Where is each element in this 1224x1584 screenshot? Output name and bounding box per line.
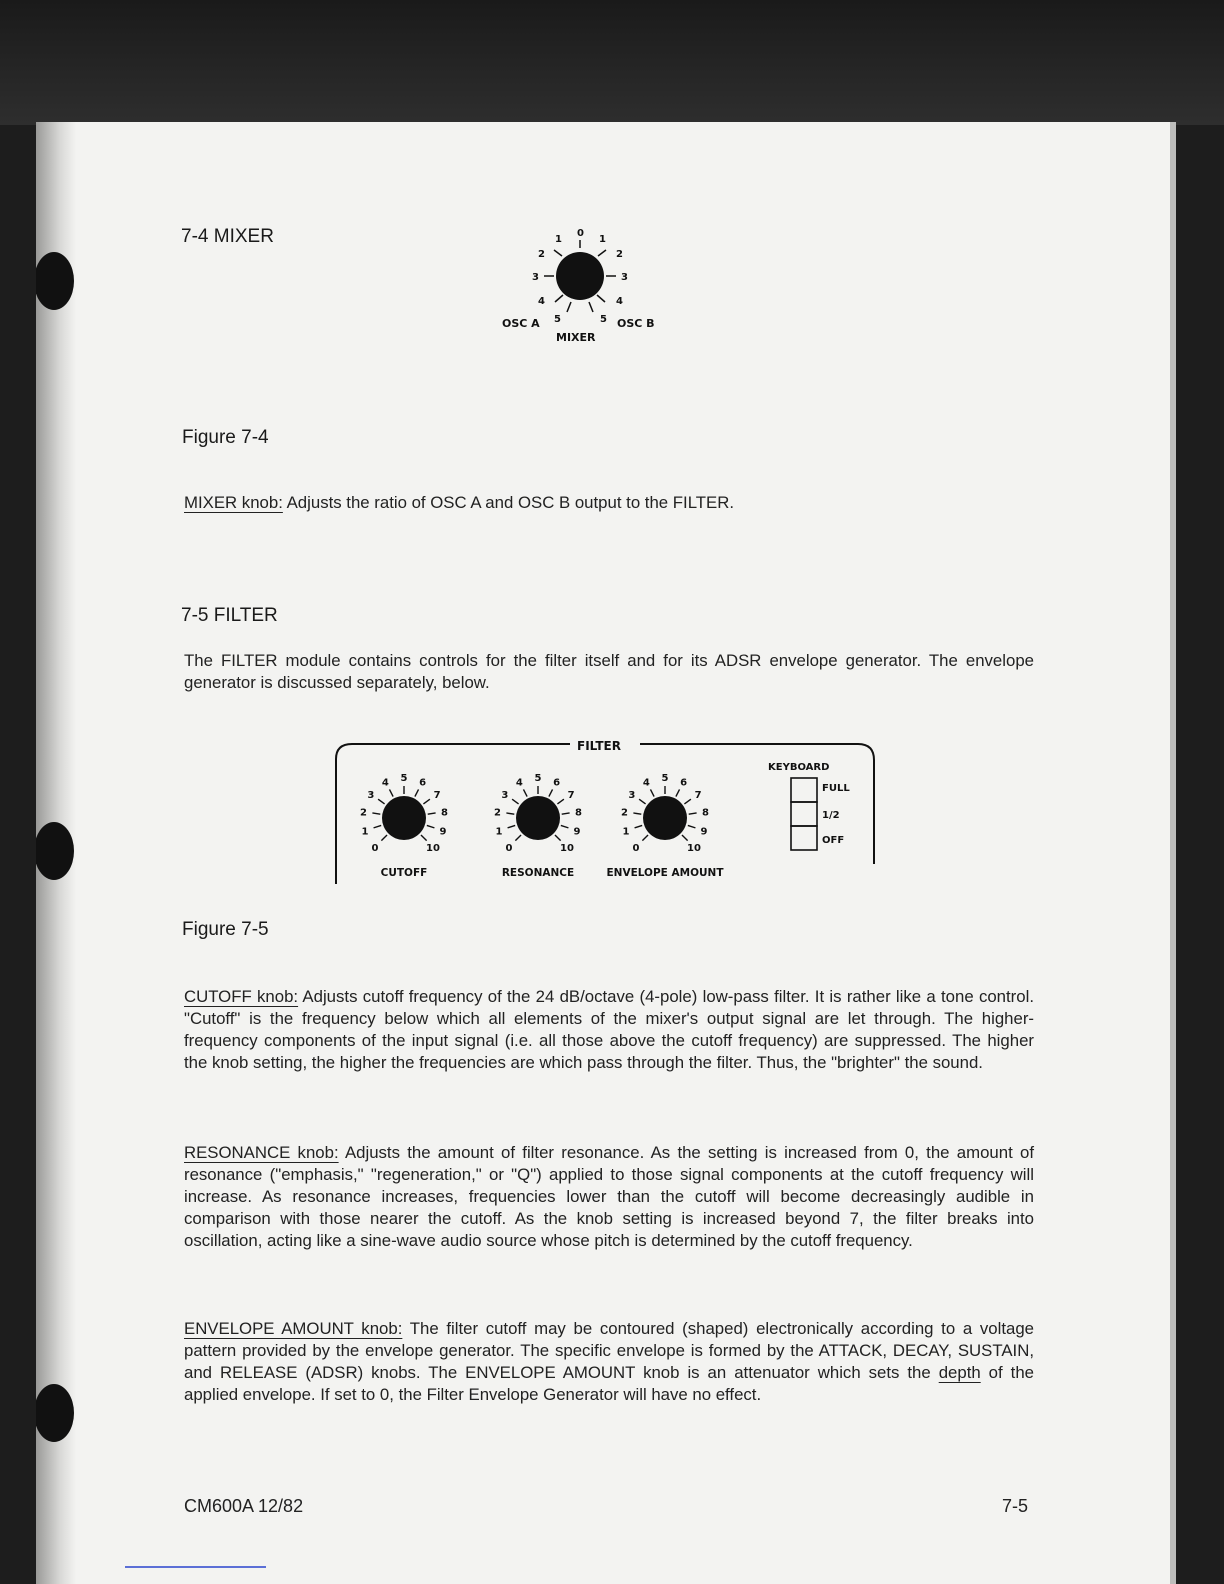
filter-knob-scale-label: 7 [567,789,575,801]
mixer-heading: 7-4 MIXER [181,226,274,247]
filter-knob-tick [506,813,514,814]
filter-heading: 7-5 FILTER [181,605,278,626]
envelope-amount-description [184,1318,1034,1406]
filter-knob-scale-label: 10 [560,842,574,854]
filter-knob-scale-label: 6 [680,777,688,789]
mixer-left-4: 4 [538,296,545,307]
filter-knob-scale-label: 6 [419,777,427,789]
filter-knob-tick [508,825,516,827]
filter-knob-tick [633,813,641,814]
filter-knob-scale-label: 0 [371,842,379,854]
filter-knob-scale-label: 10 [687,842,701,854]
filter-knob-scale-label: 1 [622,826,630,838]
footer-doc-id: CM600A 12/82 [184,1496,304,1516]
filter-knob-tick [415,789,419,796]
filter-knob-scale-label: 9 [573,826,581,838]
filter-knob-scale-label: 8 [702,807,709,819]
filter-knob-scale-label: 3 [367,789,375,801]
filter-knob-scale-label: 4 [381,777,389,789]
mixer-knob [556,252,604,300]
filter-knob-name: RESONANCE [501,867,575,879]
filter-knob-tick [378,799,384,804]
depth-word: depth [938,1363,981,1382]
filter-knob-scale-label: 1 [495,826,503,838]
mixer-left-1: 1 [555,234,562,245]
filter-knob-scale-label: 5 [661,773,669,784]
mixer-description [184,492,1034,514]
filter-panel-diagram [336,739,874,884]
filter-knob-tick [639,799,645,804]
filter-knob-tick [523,789,527,796]
envelope-amount-knob-term: ENVELOPE AMOUNT knob: [184,1319,403,1338]
footer-page-number: 7-5 [1002,1496,1029,1516]
mixer-name-label: MIXER [556,331,596,344]
mixer-right-2: 2 [616,249,623,260]
filter-knob-scale-label: 4 [515,777,523,789]
keyboard-option-half: 1/2 [822,810,840,821]
filter-knob-tick [682,835,688,841]
mixer-left-2: 2 [538,249,545,260]
filter-knob-tick [689,813,697,814]
mixer-right-1: 1 [599,234,606,245]
mixer-right-5: 5 [600,314,607,325]
filter-knob-scale-label: 2 [621,807,628,819]
keyboard-title: KEYBOARD [768,762,830,773]
filter-knob-tick [389,789,393,796]
scan-top-background [0,0,1224,125]
filter-knob-tick [374,825,382,827]
filter-panel-title: FILTER [577,739,621,753]
keyboard-switch-full [791,778,817,802]
mixer-top-mark: 0 [577,228,584,239]
filter-knob-tick [635,825,643,827]
filter-knob-scale-label: 5 [534,773,542,784]
filter-knob-name: ENVELOPE AMOUNT [606,867,724,879]
keyboard-option-full: FULL [822,783,850,794]
filter-knob-tick [557,799,563,804]
filter-knob-tick [684,799,690,804]
filter-knob-scale-label: 6 [553,777,561,789]
filter-intro: The FILTER module contains controls for the filter itself and for its ADSR envelope generator. The envelope generator is discussed separately, below. [184,651,1034,692]
filter-knob-scale-label: 3 [628,789,636,801]
mixer-osc-a-label: OSC A [502,317,540,330]
mixer-left-5: 5 [554,314,561,325]
filter-knob-tick [421,835,427,841]
filter-knob-tick [512,799,518,804]
filter-knob-scale-label: 8 [575,807,582,819]
filter-knob-tick [555,835,561,841]
manual-page [36,122,1176,1584]
filter-knob-tick [561,825,569,827]
mixer-osc-b-label: OSC B [617,317,655,330]
filter-knob-scale-label: 9 [700,826,708,838]
resonance-knob-term: RESONANCE knob: [184,1143,339,1162]
filter-knob-tick [650,789,654,796]
filter-knob-2 [643,796,687,840]
cutoff-description [184,986,1034,1074]
mixer-right-3: 3 [621,272,628,283]
filter-knob-scale-label: 9 [439,826,447,838]
filter-knob-scale-label: 5 [400,773,408,784]
filter-knob-tick [427,825,435,827]
filter-knob-scale-label: 10 [426,842,440,854]
filter-knob-scale-label: 1 [361,826,369,838]
resonance-knob-text: Adjusts the amount of filter resonance. As the setting is increased from 0, the amount of resonance ("emphasis," "regeneration," or "Q") applied to those signal components at the cutoff frequency will increase. As resonance increases, frequencies lower than the cutoff will become decreasingly audible in comparison with those nearer the cutoff. As the knob setting is increased beyond 7, the filter breaks into oscillation, acting like a sine-wave audio source whose pitch is determined by the cutoff frequency. [184,1143,1034,1250]
filter-knob-scale-label: 8 [441,807,448,819]
filter-knob-tick [562,813,570,814]
envelope-amount-text-a: The filter cutoff may be contoured (shaped) electronically according to a voltage pattern provided by the envelope generator. The specific envelope is formed by the ATTACK, DECAY, SUSTAIN, and RELEASE (ADSR) knobs. The ENVELOPE AMOUNT knob is an attenuator which sets the [184,1319,1034,1382]
resonance-description [184,1142,1034,1252]
mixer-knob-term: MIXER knob: [184,493,283,512]
filter-knob-tick [428,813,436,814]
keyboard-option-off: OFF [822,835,845,846]
figure-7-4-caption: Figure 7-4 [182,427,269,448]
filter-knob-tick [676,789,680,796]
filter-knob-scale-label: 2 [360,807,367,819]
filter-knob-tick [515,835,521,841]
filter-knob-scale-label: 7 [433,789,441,801]
filter-knob-0 [382,796,426,840]
filter-knob-scale-label: 0 [632,842,640,854]
mixer-knob-diagram [502,228,655,344]
mixer-knob-text: Adjusts the ratio of OSC A and OSC B output to the FILTER. [282,493,735,512]
filter-knob-scale-label: 0 [505,842,513,854]
filter-knob-scale-label: 2 [494,807,501,819]
filter-knob-name: CUTOFF [380,867,428,879]
filter-knob-tick [381,835,387,841]
keyboard-switch-half [791,802,817,826]
bottom-blue-mark [125,1566,266,1568]
filter-knob-tick [549,789,553,796]
mixer-right-4: 4 [616,296,623,307]
filter-knob-tick [372,813,380,814]
mixer-left-3: 3 [532,272,539,283]
cutoff-knob-term: CUTOFF knob: [184,987,299,1006]
filter-knob-scale-label: 3 [501,789,509,801]
figure-7-5-caption: Figure 7-5 [182,919,269,940]
filter-knob-tick [642,835,648,841]
filter-knob-scale-label: 4 [642,777,650,789]
filter-knob-tick [423,799,429,804]
filter-knob-scale-label: 7 [694,789,702,801]
cutoff-knob-text: Adjusts cutoff frequency of the 24 dB/octave (4-pole) low-pass filter. It is rather like a tone control. "Cutoff" is the frequency below which all elements of the mixer's output signal are let through. The higher-frequency components of the input signal (i.e. all those above the cutoff frequency) are suppressed. The higher the knob setting, the higher the frequencies are which pass through the filter. Thus, the "brighter" the sound. [184,987,1034,1072]
envelope-amount-text-b: of the applied envelope. If set to 0, the Filter Envelope Generator will have no effect. [184,1363,1034,1404]
filter-knob-tick [688,825,696,827]
filter-knob-1 [516,796,560,840]
keyboard-switch-off [791,826,817,850]
